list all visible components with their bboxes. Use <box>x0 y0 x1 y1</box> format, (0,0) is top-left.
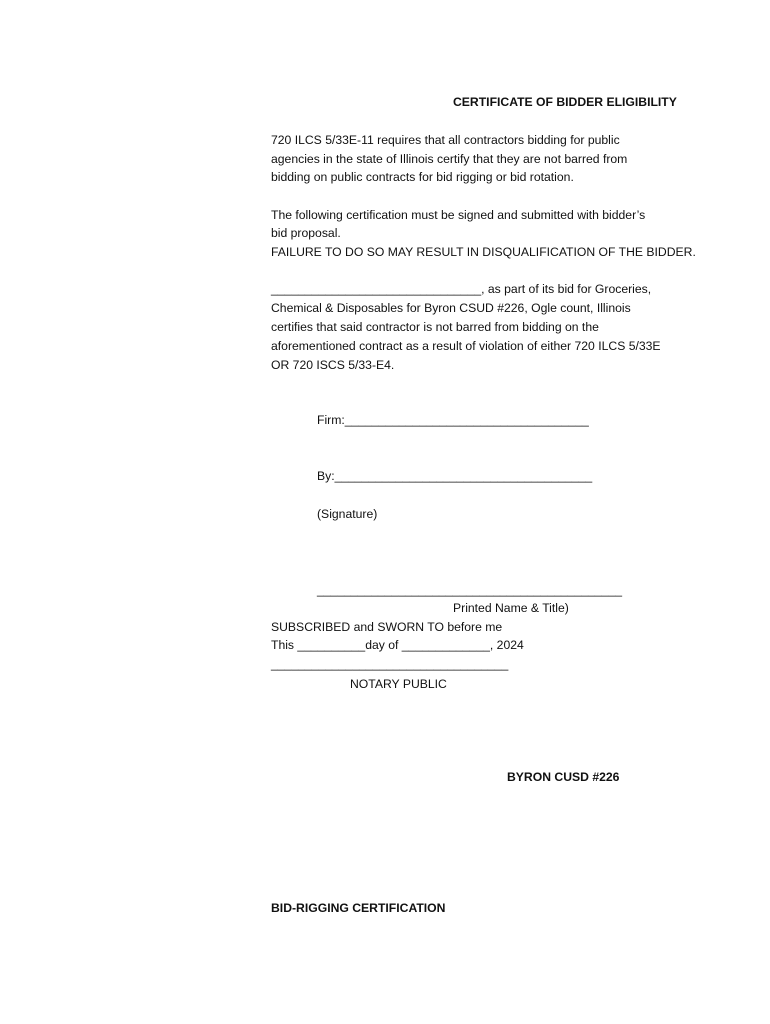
instruction-line-2: bid proposal. <box>271 226 341 240</box>
intro-line-3: bidding on public contracts for bid rigging or bid rotation. <box>271 170 574 184</box>
district-name: BYRON CUSD #226 <box>507 770 620 784</box>
firm-field: Firm:____________________________________ <box>317 413 589 427</box>
disqualification-warning: FAILURE TO DO SO MAY RESULT IN DISQUALIFICATION OF THE BIDDER. <box>271 245 696 259</box>
certification-line-2: Chemical & Disposables for Byron CSUD #226, Ogle count, Illinois <box>271 301 631 315</box>
intro-line-2: agencies in the state of Illinois certify that they are not barred from <box>271 152 628 166</box>
notary-label: NOTARY PUBLIC <box>350 677 447 691</box>
signature-label: (Signature) <box>317 507 378 521</box>
certification-line-5: OR 720 ISCS 5/33-E4. <box>271 358 395 372</box>
instruction-line-1: The following certification must be signed and submitted with bidder’s <box>271 208 646 222</box>
certification-line-3: certifies that said contractor is not barred from bidding on the <box>271 320 599 334</box>
notary-rule: ___________________________________ <box>271 657 509 671</box>
sworn-statement: SUBSCRIBED and SWORN TO before me <box>271 620 503 634</box>
intro-line-1: 720 ILCS 5/33E-11 requires that all contractors bidding for public <box>271 133 620 147</box>
by-field: By:______________________________________ <box>317 469 593 483</box>
next-section-title: BID-RIGGING CERTIFICATION <box>271 901 446 915</box>
date-line: This __________day of _____________, 2024 <box>271 638 524 652</box>
printed-name-rule: _____________________________________________ <box>317 583 623 597</box>
printed-name-label: Printed Name & Title) <box>453 601 569 615</box>
document-title: CERTIFICATE OF BIDDER ELIGIBILITY <box>453 95 677 109</box>
certification-line-4: aforementioned contract as a result of violation of either 720 ILCS 5/33E <box>271 339 661 353</box>
certification-line-1: _______________________________, as part of its bid for Groceries, <box>271 282 652 296</box>
